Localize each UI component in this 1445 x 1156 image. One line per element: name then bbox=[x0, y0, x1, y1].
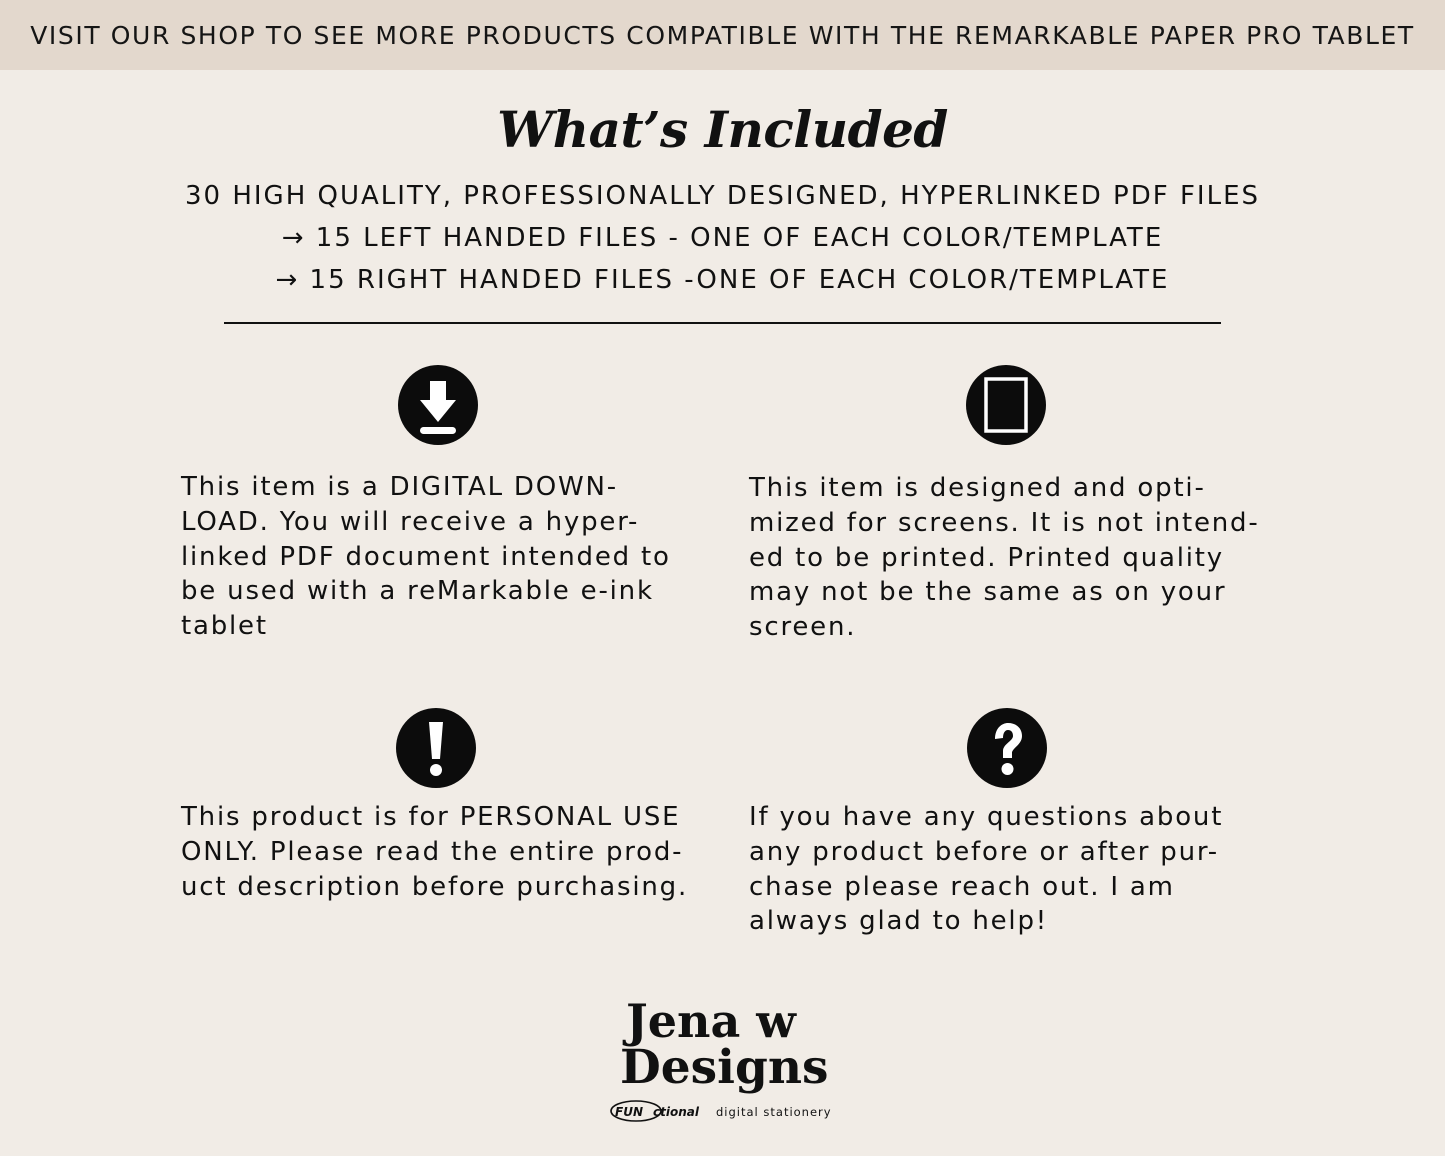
questions-description: If you have any questions about any product before or after pur- chase please reach out. I am always glad to help! bbox=[749, 802, 1224, 937]
top-banner bbox=[0, 0, 1445, 70]
banner-text: VISIT OUR SHOP TO SEE MORE PRODUCTS COMPATIBLE WITH THE REMARKABLE PAPER PRO TABLET bbox=[30, 20, 1415, 50]
section-divider bbox=[224, 322, 1221, 324]
logo-line1: Jena w bbox=[626, 994, 796, 1048]
logo-tag-badge: FUN bbox=[615, 1105, 643, 1119]
logo-tag-tail: digital stationery bbox=[716, 1105, 832, 1119]
included-line: 30 HIGH QUALITY, PROFESSIONALLY DESIGNED, HYPERLINKED PDF FILES bbox=[184, 181, 1260, 211]
exclamation-icon bbox=[396, 708, 476, 788]
tablet-icon bbox=[966, 365, 1046, 445]
personal-use-description: This product is for PERSONAL USE ONLY. Please read the entire prod- uct description before purchasing. bbox=[181, 802, 689, 902]
logo-tag-rest: ctional bbox=[653, 1105, 699, 1119]
logo-line2: Designs bbox=[620, 1040, 829, 1095]
brand-logo bbox=[600, 990, 850, 1125]
included-line: → 15 RIGHT HANDED FILES -ONE OF EACH COLOR/TEMPLATE bbox=[275, 265, 1170, 295]
screen-description: This item is designed and opti- mized for screens. It is not intend- ed to be printed. Printed quality may not be the same as on your screen. bbox=[749, 473, 1260, 643]
page-title: What’s Included bbox=[497, 100, 948, 159]
download-description: This item is a DIGITAL DOWN- LOAD. You will receive a hyper- linked PDF document intended to be used with a reMarkable e-ink tablet bbox=[181, 472, 671, 642]
download-icon bbox=[398, 365, 478, 445]
question-icon bbox=[967, 708, 1047, 788]
included-line: → 15 LEFT HANDED FILES - ONE OF EACH COLOR/TEMPLATE bbox=[281, 223, 1164, 253]
